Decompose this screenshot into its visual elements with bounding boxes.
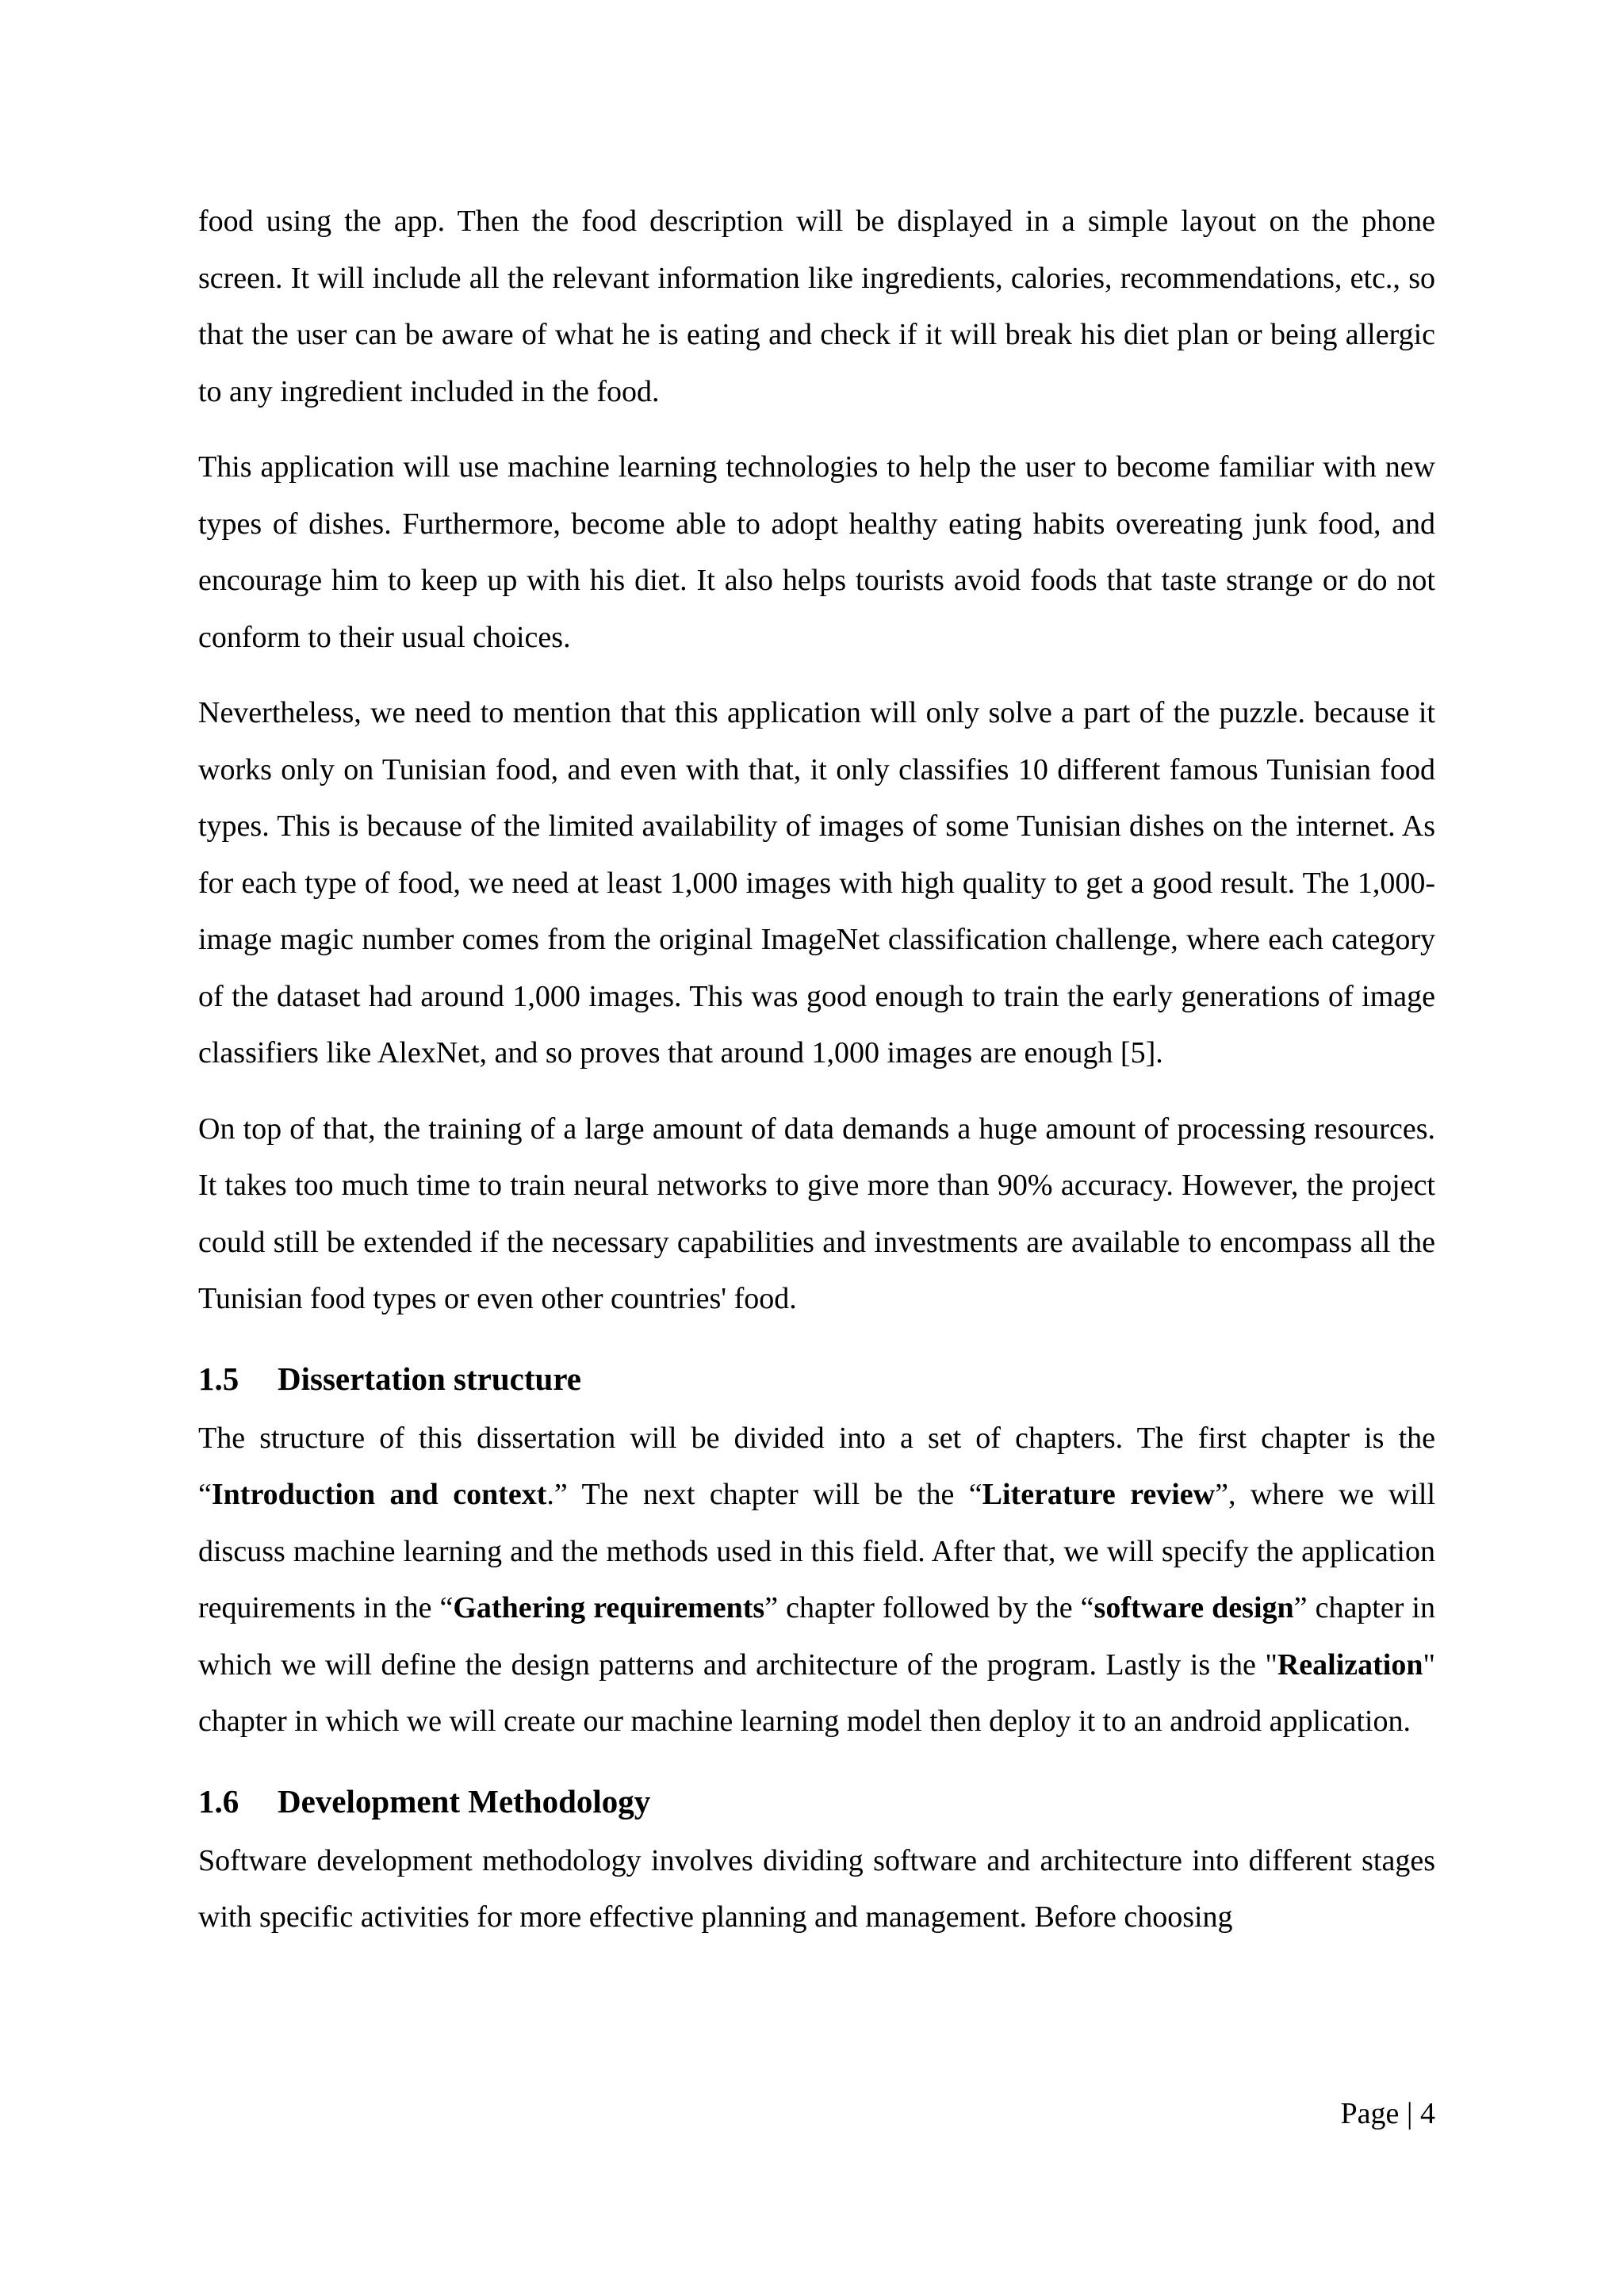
section-number: 1.5 [198, 1360, 239, 1397]
chapter-name-gathering-requirements: Gathering requirements [453, 1591, 765, 1624]
chapter-name-software-design: software design [1094, 1591, 1294, 1624]
chapter-name-literature-review: Literature review [982, 1478, 1216, 1511]
paragraph-dissertation-structure [198, 1410, 1435, 1751]
text-segment: .” The next chapter will be the “ [546, 1478, 982, 1511]
paragraph-resources: On top of that, the training of a large amount of data demands a huge amount of processing resources. It takes too much time to train neural networks to give more than 90% accuracy. However, the project could still be extended if the necessary capabilities and investments are available to encompass all the Tunisian food types or even other countries' food. [198, 1112, 1435, 1315]
section-heading-dissertation-structure [198, 1347, 1435, 1410]
paragraph-limitations: Nevertheless, we need to mention that this application will only solve a part of the puzzle. because it works only on Tunisian food, and even with that, it only classifies 10 different famous Tunisian food types. This is because of the limited availability of images of some Tunisian dishes on the internet. As for each type of food, we need at least 1,000 images with high quality to get a good result. The 1,000-image magic number comes from the original ImageNet classification challenge, where each category of the dataset had around 1,000 images. This was good enough to train the early generations of image classifiers like AlexNet, and so proves that around 1,000 images are enough [5]. [198, 696, 1435, 1070]
text-segment: The structure of this dissertation will be divided into a set of chapters. The first chapter is the “ [198, 1421, 1435, 1511]
text-segment: ” chapter in which we will define the design patterns and architecture of the program. Lastly is the " [198, 1591, 1435, 1682]
paragraph-development-methodology: Software development methodology involves dividing software and architecture into different stages with specific activities for more effective planning and management. Before choosing [198, 1843, 1435, 1934]
section-heading-development-methodology [198, 1770, 1435, 1833]
section-title: Development Methodology [278, 1782, 651, 1820]
paragraph-ml-benefits: This application will use machine learning technologies to help the user to become familiar with new types of dishes. Furthermore, become able to adopt healthy eating habits overeating junk food, and encourage him to keep up with his diet. It also helps tourists avoid foods that taste strange or do not conform to their usual choices. [198, 450, 1435, 654]
chapter-name-realization: Realization [1277, 1647, 1423, 1682]
page-number: Page | 4 [1340, 2097, 1435, 2130]
section-number: 1.6 [198, 1782, 239, 1820]
section-title: Dissertation structure [278, 1360, 581, 1397]
text-segment: ” chapter followed by the “ [764, 1591, 1094, 1624]
page-body [198, 193, 1435, 1965]
text-segment: ”, where we will discuss machine learning and the methods used in this field. After that, we will specify the application requirements in the “ [198, 1478, 1435, 1624]
text-segment: " chapter in which we will create our machine learning model then deploy it to an android application. [198, 1647, 1435, 1738]
paragraph-app-description: food using the app. Then the food description will be displayed in a simple layout on the phone screen. It will include all the relevant information like ingredients, calories, recommendations, etc., so that the user can be aware of what he is eating and check if it will break his diet plan or being allergic to any ingredient included in the food. [198, 205, 1435, 408]
chapter-name-introduction: Introduction and context [211, 1478, 547, 1511]
